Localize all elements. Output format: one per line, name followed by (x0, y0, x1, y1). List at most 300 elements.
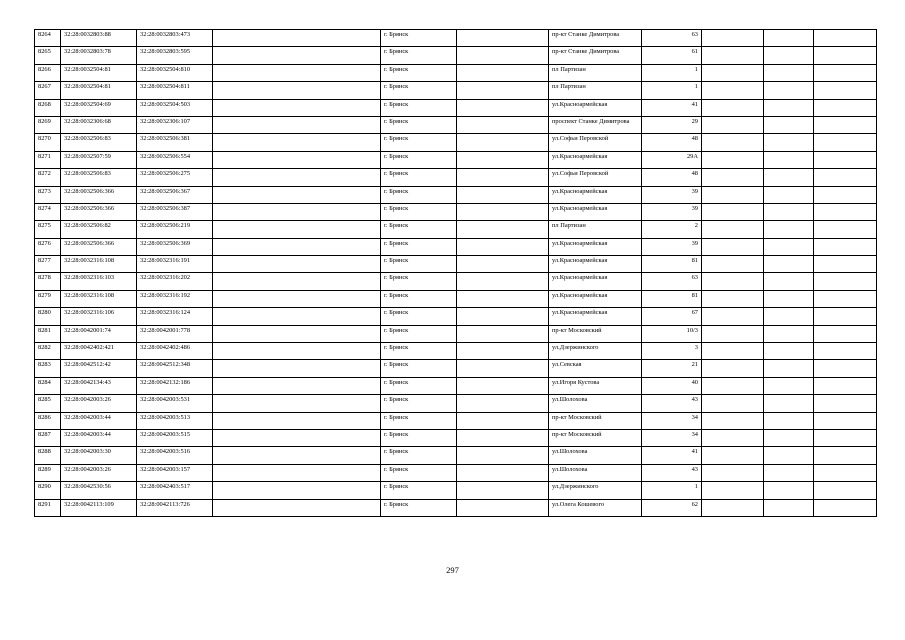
object-cadastral-number-cell: 32:28:0032803:595 (137, 47, 213, 64)
city-cell: г. Брянск (381, 447, 457, 464)
empty-cell (457, 308, 549, 325)
empty-cell (213, 186, 381, 203)
object-cadastral-number-cell: 32:28:0042132:186 (137, 377, 213, 394)
empty-cell (764, 221, 814, 238)
object-cadastral-number-cell: 32:28:0032506:367 (137, 186, 213, 203)
house-number-cell: 39 (642, 238, 702, 255)
record-number-cell: 8278 (35, 273, 61, 290)
empty-cell (814, 499, 877, 516)
record-number-cell: 8274 (35, 203, 61, 220)
cadastral-number-cell: 32:28:0032506:366 (61, 238, 137, 255)
empty-cell (702, 412, 764, 429)
record-number-cell: 8275 (35, 221, 61, 238)
empty-cell (764, 64, 814, 81)
table-row (35, 447, 877, 464)
cadastral-number-cell: 32:28:0032504:81 (61, 64, 137, 81)
empty-cell (457, 447, 549, 464)
object-cadastral-number-cell: 32:28:0042003:513 (137, 412, 213, 429)
empty-cell (213, 151, 381, 168)
city-cell: г. Брянск (381, 377, 457, 394)
street-cell: ул.Красноармейская (549, 186, 642, 203)
street-cell: ул.Красноармейская (549, 273, 642, 290)
house-number-cell: 1 (642, 482, 702, 499)
object-cadastral-number-cell: 32:28:0042512:348 (137, 360, 213, 377)
empty-cell (213, 82, 381, 99)
empty-cell (814, 99, 877, 116)
empty-cell (814, 203, 877, 220)
empty-cell (764, 395, 814, 412)
empty-cell (213, 308, 381, 325)
street-cell: пр-кт Московский (549, 412, 642, 429)
table-row (35, 116, 877, 133)
street-cell: проспект Станке Димитрова (549, 116, 642, 133)
empty-cell (814, 273, 877, 290)
empty-cell (764, 482, 814, 499)
empty-cell (764, 169, 814, 186)
empty-cell (764, 308, 814, 325)
empty-cell (213, 447, 381, 464)
table-row (35, 99, 877, 116)
record-number-cell: 8267 (35, 82, 61, 99)
empty-cell (213, 30, 381, 47)
empty-cell (764, 377, 814, 394)
object-cadastral-number-cell: 32:28:0032506:219 (137, 221, 213, 238)
empty-cell (764, 134, 814, 151)
city-cell: г. Брянск (381, 464, 457, 481)
empty-cell (702, 221, 764, 238)
empty-cell (702, 429, 764, 446)
empty-cell (764, 447, 814, 464)
table-row (35, 47, 877, 64)
cadastral-number-cell: 32:28:0032316:106 (61, 308, 137, 325)
city-cell: г. Брянск (381, 343, 457, 360)
empty-cell (702, 99, 764, 116)
city-cell: г. Брянск (381, 47, 457, 64)
empty-cell (457, 464, 549, 481)
object-cadastral-number-cell: 32:28:0032803:473 (137, 30, 213, 47)
street-cell: ул.Шолохова (549, 395, 642, 412)
record-number-cell: 8269 (35, 116, 61, 133)
empty-cell (702, 134, 764, 151)
empty-cell (814, 186, 877, 203)
cadastral-number-cell: 32:28:0032316:108 (61, 256, 137, 273)
empty-cell (814, 134, 877, 151)
empty-cell (213, 221, 381, 238)
empty-cell (213, 169, 381, 186)
object-cadastral-number-cell: 32:28:0042402:486 (137, 343, 213, 360)
empty-cell (457, 360, 549, 377)
empty-cell (764, 273, 814, 290)
record-number-cell: 8273 (35, 186, 61, 203)
table-row (35, 238, 877, 255)
house-number-cell: 40 (642, 377, 702, 394)
record-number-cell: 8285 (35, 395, 61, 412)
empty-cell (764, 30, 814, 47)
object-cadastral-number-cell: 32:28:0042003:531 (137, 395, 213, 412)
empty-cell (213, 325, 381, 342)
empty-cell (213, 290, 381, 307)
house-number-cell: 3 (642, 343, 702, 360)
empty-cell (764, 82, 814, 99)
object-cadastral-number-cell: 32:28:0042003:515 (137, 429, 213, 446)
empty-cell (814, 343, 877, 360)
empty-cell (814, 256, 877, 273)
cadastral-number-cell: 32:28:0032506:366 (61, 186, 137, 203)
table-row (35, 290, 877, 307)
table-row (35, 256, 877, 273)
empty-cell (702, 343, 764, 360)
empty-cell (764, 186, 814, 203)
record-number-cell: 8288 (35, 447, 61, 464)
empty-cell (814, 238, 877, 255)
empty-cell (457, 221, 549, 238)
cadastral-number-cell: 32:28:0032507:59 (61, 151, 137, 168)
house-number-cell: 81 (642, 290, 702, 307)
object-cadastral-number-cell: 32:28:0032504:810 (137, 64, 213, 81)
table-row (35, 429, 877, 446)
street-cell: ул.Красноармейская (549, 256, 642, 273)
object-cadastral-number-cell: 32:28:0032316:191 (137, 256, 213, 273)
empty-cell (457, 151, 549, 168)
city-cell: г. Брянск (381, 325, 457, 342)
empty-cell (213, 47, 381, 64)
table-row (35, 377, 877, 394)
house-number-cell: 62 (642, 499, 702, 516)
house-number-cell: 61 (642, 47, 702, 64)
empty-cell (457, 395, 549, 412)
empty-cell (702, 482, 764, 499)
house-number-cell: 29А (642, 151, 702, 168)
empty-cell (702, 30, 764, 47)
street-cell: ул.Красноармейская (549, 290, 642, 307)
record-number-cell: 8290 (35, 482, 61, 499)
empty-cell (764, 116, 814, 133)
house-number-cell: 48 (642, 134, 702, 151)
object-cadastral-number-cell: 32:28:0032504:811 (137, 82, 213, 99)
city-cell: г. Брянск (381, 238, 457, 255)
empty-cell (764, 290, 814, 307)
empty-cell (213, 116, 381, 133)
record-number-cell: 8279 (35, 290, 61, 307)
empty-cell (457, 99, 549, 116)
city-cell: г. Брянск (381, 203, 457, 220)
house-number-cell: 41 (642, 447, 702, 464)
empty-cell (457, 47, 549, 64)
empty-cell (764, 151, 814, 168)
city-cell: г. Брянск (381, 273, 457, 290)
empty-cell (814, 221, 877, 238)
record-number-cell: 8281 (35, 325, 61, 342)
cadastral-number-cell: 32:28:0042001:74 (61, 325, 137, 342)
object-cadastral-number-cell: 32:28:0032506:381 (137, 134, 213, 151)
record-number-cell: 8277 (35, 256, 61, 273)
cadastral-number-cell: 32:28:0032506:366 (61, 203, 137, 220)
empty-cell (814, 429, 877, 446)
cadastral-number-cell: 32:28:0042134:43 (61, 377, 137, 394)
cadastral-number-cell: 32:28:0032803:78 (61, 47, 137, 64)
house-number-cell: 41 (642, 99, 702, 116)
empty-cell (213, 273, 381, 290)
empty-cell (457, 186, 549, 203)
table-row (35, 499, 877, 516)
cadastral-number-cell: 32:28:0032803:88 (61, 30, 137, 47)
empty-cell (457, 238, 549, 255)
city-cell: г. Брянск (381, 82, 457, 99)
empty-cell (814, 308, 877, 325)
city-cell: г. Брянск (381, 186, 457, 203)
empty-cell (814, 412, 877, 429)
empty-cell (764, 238, 814, 255)
cadastral-number-cell: 32:28:0032504:81 (61, 82, 137, 99)
object-cadastral-number-cell: 32:28:0042001:778 (137, 325, 213, 342)
record-number-cell: 8265 (35, 47, 61, 64)
empty-cell (702, 377, 764, 394)
table-row (35, 360, 877, 377)
record-number-cell: 8264 (35, 30, 61, 47)
house-number-cell: 81 (642, 256, 702, 273)
empty-cell (814, 82, 877, 99)
table-row (35, 203, 877, 220)
empty-cell (764, 99, 814, 116)
street-cell: ул.Шолохова (549, 464, 642, 481)
object-cadastral-number-cell: 32:28:0032316:124 (137, 308, 213, 325)
empty-cell (457, 169, 549, 186)
cadastral-number-cell: 32:28:0032506:83 (61, 134, 137, 151)
empty-cell (764, 412, 814, 429)
empty-cell (764, 256, 814, 273)
house-number-cell: 43 (642, 395, 702, 412)
street-cell: пр-кт Московский (549, 325, 642, 342)
cadastral-number-cell: 32:28:0042003:30 (61, 447, 137, 464)
empty-cell (814, 116, 877, 133)
empty-cell (457, 377, 549, 394)
cadastral-number-cell: 32:28:0032306:68 (61, 116, 137, 133)
table-row (35, 308, 877, 325)
object-cadastral-number-cell: 32:28:0032506:554 (137, 151, 213, 168)
record-number-cell: 8280 (35, 308, 61, 325)
object-cadastral-number-cell: 32:28:0042003:157 (137, 464, 213, 481)
record-number-cell: 8283 (35, 360, 61, 377)
cadastral-number-cell: 32:28:0032506:82 (61, 221, 137, 238)
cadastral-number-cell: 32:28:0042003:44 (61, 429, 137, 446)
cadastral-number-cell: 32:28:0042003:44 (61, 412, 137, 429)
empty-cell (213, 343, 381, 360)
record-number-cell: 8270 (35, 134, 61, 151)
table-row (35, 82, 877, 99)
empty-cell (702, 308, 764, 325)
empty-cell (702, 273, 764, 290)
object-cadastral-number-cell: 32:28:0032506:275 (137, 169, 213, 186)
empty-cell (213, 134, 381, 151)
empty-cell (213, 482, 381, 499)
record-number-cell: 8289 (35, 464, 61, 481)
city-cell: г. Брянск (381, 395, 457, 412)
city-cell: г. Брянск (381, 151, 457, 168)
house-number-cell: 63 (642, 30, 702, 47)
house-number-cell: 43 (642, 464, 702, 481)
empty-cell (457, 30, 549, 47)
record-number-cell: 8266 (35, 64, 61, 81)
city-cell: г. Брянск (381, 360, 457, 377)
empty-cell (457, 256, 549, 273)
table-row (35, 64, 877, 81)
empty-cell (814, 30, 877, 47)
cadastral-number-cell: 32:28:0042512:42 (61, 360, 137, 377)
house-number-cell: 2 (642, 221, 702, 238)
empty-cell (457, 64, 549, 81)
empty-cell (764, 325, 814, 342)
house-number-cell: 48 (642, 169, 702, 186)
table-row (35, 186, 877, 203)
page-number: 297 (446, 565, 459, 575)
house-number-cell: 34 (642, 429, 702, 446)
empty-cell (814, 360, 877, 377)
object-cadastral-number-cell: 32:28:0032316:202 (137, 273, 213, 290)
city-cell: г. Брянск (381, 429, 457, 446)
record-number-cell: 8276 (35, 238, 61, 255)
street-cell: ул.Шолохова (549, 447, 642, 464)
street-cell: ул.Красноармейская (549, 308, 642, 325)
empty-cell (702, 116, 764, 133)
empty-cell (814, 47, 877, 64)
empty-cell (702, 499, 764, 516)
record-number-cell: 8272 (35, 169, 61, 186)
object-cadastral-number-cell: 32:28:0042113:726 (137, 499, 213, 516)
street-cell: ул.Игоря Кустова (549, 377, 642, 394)
empty-cell (764, 360, 814, 377)
street-cell: ул.Красноармейская (549, 99, 642, 116)
street-cell: ул.Красноармейская (549, 151, 642, 168)
city-cell: г. Брянск (381, 290, 457, 307)
object-cadastral-number-cell: 32:28:0032504:503 (137, 99, 213, 116)
empty-cell (814, 482, 877, 499)
table-row (35, 412, 877, 429)
empty-cell (213, 499, 381, 516)
empty-cell (213, 464, 381, 481)
empty-cell (702, 238, 764, 255)
table-row (35, 343, 877, 360)
record-number-cell: 8291 (35, 499, 61, 516)
street-cell: ул.Олега Кошевого (549, 499, 642, 516)
empty-cell (457, 203, 549, 220)
cadastral-number-cell: 32:28:0032506:83 (61, 169, 137, 186)
table-row (35, 134, 877, 151)
empty-cell (457, 499, 549, 516)
empty-cell (702, 290, 764, 307)
empty-cell (702, 395, 764, 412)
empty-cell (814, 290, 877, 307)
empty-cell (457, 343, 549, 360)
empty-cell (764, 429, 814, 446)
record-number-cell: 8268 (35, 99, 61, 116)
empty-cell (702, 186, 764, 203)
street-cell: пр-кт Станке Димитрова (549, 30, 642, 47)
object-cadastral-number-cell: 32:28:0042403:517 (137, 482, 213, 499)
empty-cell (814, 325, 877, 342)
empty-cell (457, 273, 549, 290)
table-row (35, 151, 877, 168)
record-number-cell: 8284 (35, 377, 61, 394)
empty-cell (814, 464, 877, 481)
record-number-cell: 8271 (35, 151, 61, 168)
city-cell: г. Брянск (381, 30, 457, 47)
cadastral-number-cell: 32:28:0032316:103 (61, 273, 137, 290)
house-number-cell: 63 (642, 273, 702, 290)
empty-cell (457, 482, 549, 499)
empty-cell (702, 203, 764, 220)
record-number-cell: 8287 (35, 429, 61, 446)
cadastral-number-cell: 32:28:0042402:421 (61, 343, 137, 360)
empty-cell (814, 377, 877, 394)
cadastral-number-cell: 32:28:0042530:56 (61, 482, 137, 499)
house-number-cell: 67 (642, 308, 702, 325)
empty-cell (702, 464, 764, 481)
empty-cell (457, 325, 549, 342)
empty-cell (213, 64, 381, 81)
empty-cell (457, 134, 549, 151)
street-cell: ул.Красноармейская (549, 238, 642, 255)
city-cell: г. Брянск (381, 134, 457, 151)
city-cell: г. Брянск (381, 308, 457, 325)
empty-cell (213, 203, 381, 220)
city-cell: г. Брянск (381, 221, 457, 238)
object-cadastral-number-cell: 32:28:0032306:107 (137, 116, 213, 133)
table-row (35, 325, 877, 342)
empty-cell (457, 82, 549, 99)
house-number-cell: 10/3 (642, 325, 702, 342)
empty-cell (764, 499, 814, 516)
table-row (35, 482, 877, 499)
house-number-cell: 21 (642, 360, 702, 377)
empty-cell (702, 169, 764, 186)
city-cell: г. Брянск (381, 169, 457, 186)
cadastral-number-cell: 32:28:0032504:69 (61, 99, 137, 116)
empty-cell (814, 395, 877, 412)
empty-cell (213, 377, 381, 394)
empty-cell (814, 169, 877, 186)
empty-cell (457, 116, 549, 133)
object-cadastral-number-cell: 32:28:0032316:192 (137, 290, 213, 307)
city-cell: г. Брянск (381, 482, 457, 499)
table-row (35, 464, 877, 481)
street-cell: ул.Дзержинского (549, 482, 642, 499)
empty-cell (213, 360, 381, 377)
empty-cell (213, 256, 381, 273)
house-number-cell: 39 (642, 203, 702, 220)
house-number-cell: 1 (642, 82, 702, 99)
city-cell: г. Брянск (381, 256, 457, 273)
empty-cell (213, 99, 381, 116)
cadastral-number-cell: 32:28:0042113:109 (61, 499, 137, 516)
empty-cell (457, 429, 549, 446)
cadastral-number-cell: 32:28:0042003:26 (61, 464, 137, 481)
empty-cell (457, 290, 549, 307)
house-number-cell: 1 (642, 64, 702, 81)
empty-cell (702, 151, 764, 168)
empty-cell (814, 64, 877, 81)
empty-cell (213, 429, 381, 446)
record-number-cell: 8286 (35, 412, 61, 429)
empty-cell (702, 82, 764, 99)
empty-cell (764, 464, 814, 481)
street-cell: пл Партизан (549, 221, 642, 238)
street-cell: ул.Дзержинского (549, 343, 642, 360)
house-number-cell: 39 (642, 186, 702, 203)
table-row (35, 169, 877, 186)
registry-table-body (35, 30, 877, 517)
street-cell: ул.Софьи Перовской (549, 134, 642, 151)
street-cell: ул.Севская (549, 360, 642, 377)
